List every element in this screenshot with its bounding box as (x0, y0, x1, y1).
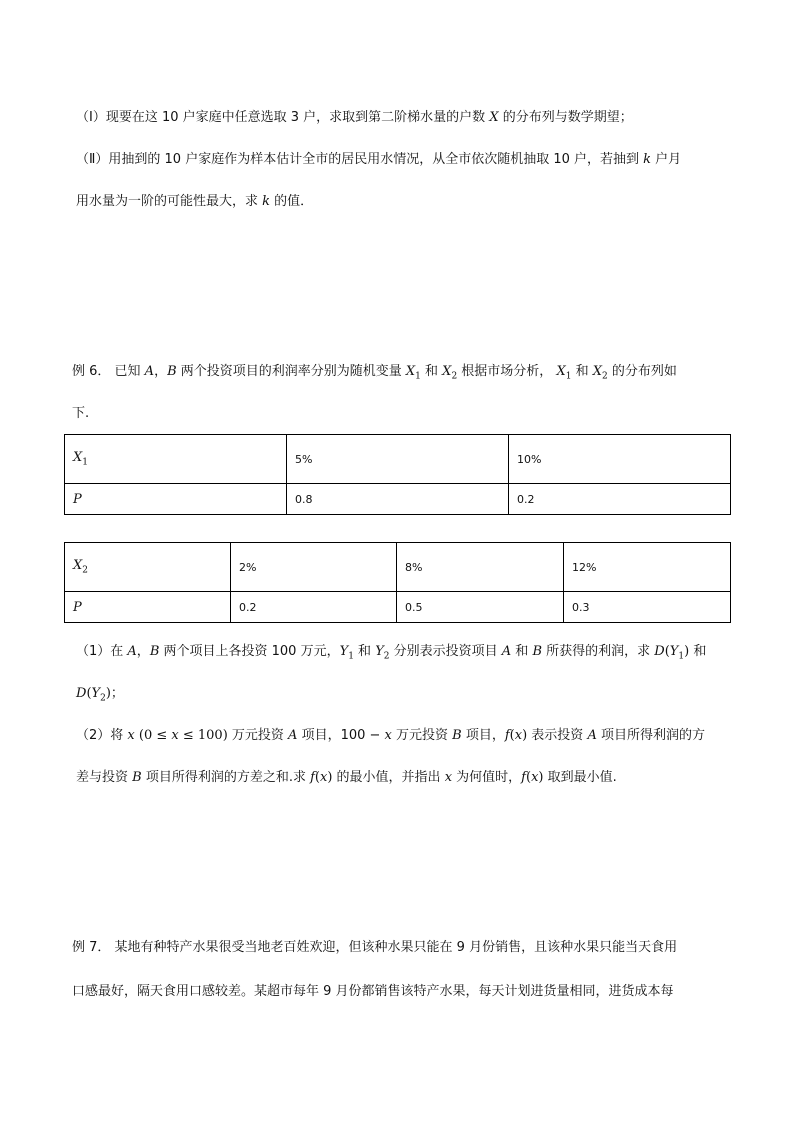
example6-q1-line2: $D(Y_2)$； (76, 686, 124, 704)
example6-q1-line1: （1）在 A，B 两个项目上各投资 100 万元，$Y_1$ 和 $Y_2$ 分别表示投资项目 A 和 B 所获得的利润，求 $D(Y_1)$ 和 (76, 644, 707, 662)
table-cell: 5% (287, 435, 509, 484)
example7-line1: 例 7． 某地有种特产水果很受当地老百姓欢迎，但该种水果只能在 9 月份销售，且该种水果只能当天食用 (72, 940, 678, 955)
table-row (65, 543, 731, 592)
table-cell: 2% (231, 543, 397, 592)
example6-q2-line1: （2）将 x (0 ≤ x ≤ 100) 万元投资 A 项目，100 − x 万元投资 B 项目，f(x) 表示投资 A 项目所得利润的方 (76, 728, 705, 743)
q-part1: （Ⅰ）现要在这 10 户家庭中任意选取 3 户，求取到第二阶梯水量的户数 X 的分布列与数学期望； (76, 110, 633, 125)
table-cell: 0.5 (397, 592, 564, 623)
table-cell: 0.8 (287, 484, 509, 515)
table-cell: 0.2 (509, 484, 731, 515)
distribution-table-x1 (64, 434, 731, 515)
table-row (65, 484, 731, 515)
example7-line2: 口感最好，隔天食用口感较差。某超市每年 9 月份都销售该特产水果，每天计划进货量相同，进货成本每 (72, 984, 674, 999)
table-cell: 10% (509, 435, 731, 484)
table-cell: 12% (564, 543, 731, 592)
table-cell: 0.2 (231, 592, 397, 623)
table-cell: P (65, 592, 231, 623)
example6-intro-line2: 下. (72, 406, 90, 421)
example6-intro-line1: 例 6． 已知 A，B 两个投资项目的利润率分别为随机变量 $X_1$ 和 $X_2$ 根据市场分析， $X_1$ 和 $X_2$ 的分布列如 (72, 364, 677, 382)
example6-q2-line2: 差与投资 B 项目所得利润的方差之和.求 f(x) 的最小值，并指出 x 为何值时，f(x) 取到最小值. (76, 770, 617, 785)
q-part2-line2: 用水量为一阶的可能性最大，求 k 的值． (76, 194, 314, 209)
table-cell: P (65, 484, 287, 515)
table-cell: 0.3 (564, 592, 731, 623)
table-row (65, 592, 731, 623)
table-cell: $X_1$ (65, 435, 287, 484)
q-part2-line1: （Ⅱ）用抽到的 10 户家庭作为样本估计全市的居民用水情况，从全市依次随机抽取 10 户，若抽到 k 户月 (76, 152, 682, 167)
table-row (65, 435, 731, 484)
table-cell: 8% (397, 543, 564, 592)
distribution-table-x2 (64, 542, 731, 623)
table-cell: $X_2$ (65, 543, 231, 592)
